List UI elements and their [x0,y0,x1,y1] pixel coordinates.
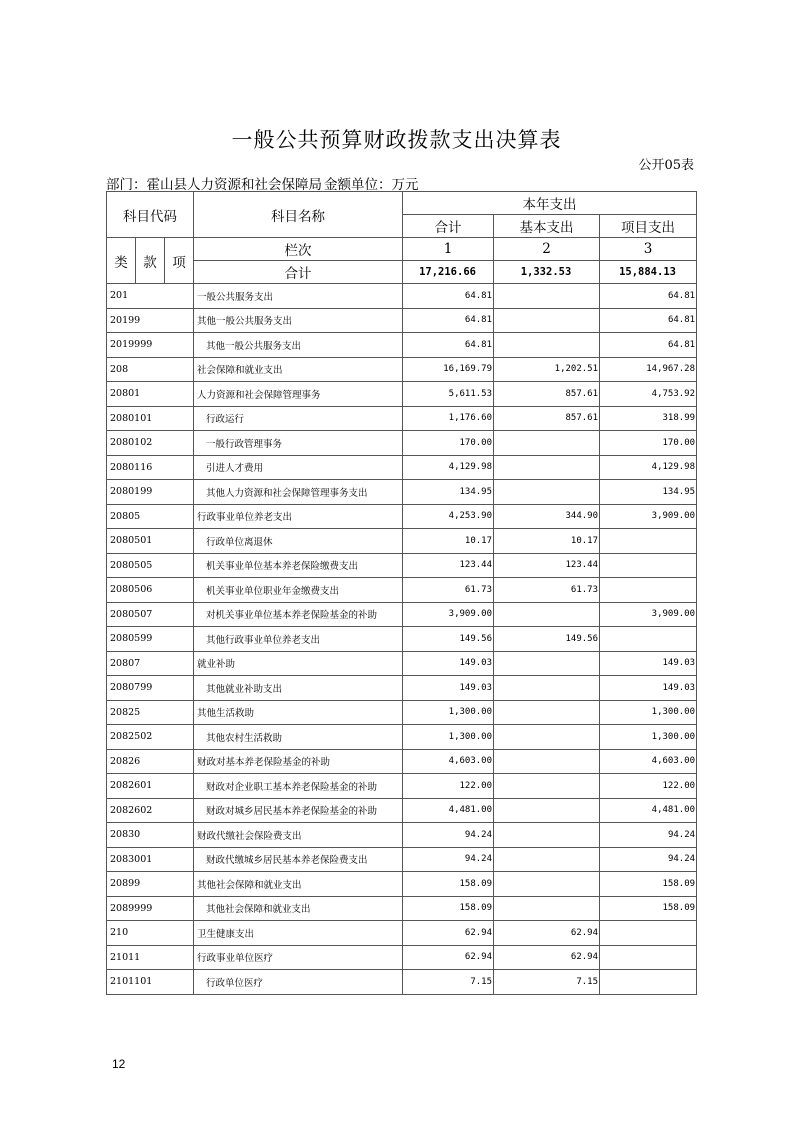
row-name: 行政事业单位养老支出 [194,504,403,529]
sum-basic: 1,332.53 [494,261,600,284]
row-basic [494,896,600,921]
row-code: 2019999 [107,333,194,358]
header-xiang: 项 [165,238,194,284]
row-name: 行政事业单位医疗 [194,945,403,970]
row-basic: 62.94 [494,921,600,946]
row-project: 1,300.00 [600,725,697,750]
row-name: 行政单位医疗 [194,970,403,995]
row-project: 4,129.98 [600,455,697,480]
table-row [107,578,697,603]
row-basic [494,676,600,701]
row-basic [494,774,600,799]
row-code: 20807 [107,651,194,676]
header-col1: 1 [403,238,494,261]
row-code: 20899 [107,872,194,897]
row-code: 2080116 [107,455,194,480]
row-code: 208 [107,357,194,382]
page-number: 12 [112,1057,126,1071]
row-basic: 149.56 [494,627,600,652]
row-code: 201 [107,284,194,309]
row-project: 4,603.00 [600,749,697,774]
row-name: 其他农村生活救助 [194,725,403,750]
table-row [107,308,697,333]
row-total: 1,176.60 [403,406,494,431]
row-total: 94.24 [403,847,494,872]
row-basic: 10.17 [494,529,600,554]
table-row [107,725,697,750]
row-total: 7.15 [403,970,494,995]
row-name: 人力资源和社会保障管理事务 [194,382,403,407]
row-basic [494,847,600,872]
row-code: 20826 [107,749,194,774]
row-total: 4,253.90 [403,504,494,529]
table-row [107,455,697,480]
table-row [107,823,697,848]
row-name: 对机关事业单位基本养老保险基金的补助 [194,602,403,627]
row-total: 62.94 [403,921,494,946]
row-code: 21011 [107,945,194,970]
row-total: 64.81 [403,308,494,333]
row-project: 64.81 [600,284,697,309]
row-basic: 857.61 [494,406,600,431]
row-name: 就业补助 [194,651,403,676]
table-row [107,921,697,946]
row-code: 2080101 [107,406,194,431]
row-basic [494,284,600,309]
row-basic: 344.90 [494,504,600,529]
row-name: 财政对基本养老保险基金的补助 [194,749,403,774]
row-basic: 7.15 [494,970,600,995]
table-row [107,945,697,970]
row-code: 2082601 [107,774,194,799]
row-code: 20830 [107,823,194,848]
row-project [600,529,697,554]
page-title: 一般公共预算财政拨款支出决算表 [231,128,562,152]
row-total: 61.73 [403,578,494,603]
row-basic: 61.73 [494,578,600,603]
row-basic [494,333,600,358]
row-total: 4,129.98 [403,455,494,480]
row-name: 行政单位离退休 [194,529,403,554]
unit-label: 金额单位：万元 [324,177,419,193]
row-name: 财政对城乡居民基本养老保险基金的补助 [194,798,403,823]
row-name: 财政代缴城乡居民基本养老保险费支出 [194,847,403,872]
row-project: 3,909.00 [600,504,697,529]
header-lanci: 栏次 [194,238,403,261]
table-row [107,872,697,897]
row-name: 行政运行 [194,406,403,431]
row-total: 5,611.53 [403,382,494,407]
row-name: 财政代缴社会保险费支出 [194,823,403,848]
row-code: 2080102 [107,431,194,456]
row-project: 94.24 [600,823,697,848]
row-total: 149.03 [403,651,494,676]
row-basic: 123.44 [494,553,600,578]
row-basic [494,725,600,750]
row-name: 财政对企业职工基本养老保险基金的补助 [194,774,403,799]
row-project: 94.24 [600,847,697,872]
row-code: 2080507 [107,602,194,627]
row-total: 64.81 [403,284,494,309]
row-total: 94.24 [403,823,494,848]
row-code: 20825 [107,700,194,725]
table-row [107,480,697,505]
row-total: 123.44 [403,553,494,578]
table-row [107,529,697,554]
row-project [600,553,697,578]
row-name: 其他一般公共服务支出 [194,308,403,333]
header-basic: 基本支出 [494,215,600,238]
row-total: 16,169.79 [403,357,494,382]
row-total: 62.94 [403,945,494,970]
table-row [107,700,697,725]
row-project: 64.81 [600,333,697,358]
row-basic: 62.94 [494,945,600,970]
row-code: 2089999 [107,896,194,921]
department-label: 部门：霍山县人力资源和社会保障局 [106,177,322,193]
table-row [107,357,697,382]
table-row [107,970,697,995]
row-name: 一般公共服务支出 [194,284,403,309]
row-name: 引进人才费用 [194,455,403,480]
row-project: 318.99 [600,406,697,431]
row-project: 122.00 [600,774,697,799]
row-project: 64.81 [600,308,697,333]
header-project: 项目支出 [600,215,697,238]
row-total: 3,909.00 [403,602,494,627]
department-line [106,173,421,193]
row-project [600,970,697,995]
row-project: 134.95 [600,480,697,505]
header-col3: 3 [600,238,697,261]
row-project: 1,300.00 [600,700,697,725]
row-total: 1,300.00 [403,725,494,750]
table-row [107,553,697,578]
row-name: 其他就业补助支出 [194,676,403,701]
table-row [107,504,697,529]
row-name: 一般行政管理事务 [194,431,403,456]
row-project: 14,967.28 [600,357,697,382]
row-code: 2101101 [107,970,194,995]
form-number: 公开05表 [638,158,694,173]
row-project: 4,481.00 [600,798,697,823]
table-row [107,749,697,774]
row-project: 158.09 [600,872,697,897]
table-row [107,896,697,921]
row-name: 机关事业单位职业年金缴费支出 [194,578,403,603]
table-row [107,798,697,823]
sum-total: 17,216.66 [403,261,494,284]
row-project: 149.03 [600,651,697,676]
header-year-spend: 本年支出 [403,192,697,215]
row-name: 其他行政事业单位养老支出 [194,627,403,652]
row-code: 2082502 [107,725,194,750]
row-basic [494,308,600,333]
row-basic [494,872,600,897]
row-total: 4,603.00 [403,749,494,774]
sum-project: 15,884.13 [600,261,697,284]
table-row [107,774,697,799]
row-code: 20805 [107,504,194,529]
row-basic [494,480,600,505]
row-name: 其他社会保障和就业支出 [194,872,403,897]
row-project: 3,909.00 [600,602,697,627]
table-row [107,431,697,456]
row-basic: 857.61 [494,382,600,407]
row-project [600,627,697,652]
table-row [107,333,697,358]
row-basic: 1,202.51 [494,357,600,382]
table-row [107,406,697,431]
row-name: 机关事业单位基本养老保险缴费支出 [194,553,403,578]
row-code: 2080199 [107,480,194,505]
row-name: 其他生活救助 [194,700,403,725]
row-total: 122.00 [403,774,494,799]
header-col2: 2 [494,238,600,261]
row-total: 4,481.00 [403,798,494,823]
row-code: 20801 [107,382,194,407]
row-basic [494,455,600,480]
row-total: 1,300.00 [403,700,494,725]
row-basic [494,651,600,676]
row-total: 158.09 [403,872,494,897]
row-total: 149.56 [403,627,494,652]
sum-label: 合计 [194,261,403,284]
row-total: 64.81 [403,333,494,358]
table-row [107,602,697,627]
row-basic [494,700,600,725]
header-total: 合计 [403,215,494,238]
row-project [600,578,697,603]
row-name: 其他一般公共服务支出 [194,333,403,358]
row-project: 149.03 [600,676,697,701]
row-project [600,945,697,970]
row-code: 20199 [107,308,194,333]
row-code: 2080506 [107,578,194,603]
row-name: 其他社会保障和就业支出 [194,896,403,921]
row-total: 170.00 [403,431,494,456]
row-total: 158.09 [403,896,494,921]
row-code: 2080501 [107,529,194,554]
row-code: 210 [107,921,194,946]
row-code: 2080599 [107,627,194,652]
expenditure-table [106,191,697,995]
table-row [107,627,697,652]
row-project: 4,753.92 [600,382,697,407]
header-name: 科目名称 [194,192,403,238]
row-total: 134.95 [403,480,494,505]
row-project: 170.00 [600,431,697,456]
table-row [107,847,697,872]
row-code: 2082602 [107,798,194,823]
table-row [107,676,697,701]
row-total: 149.03 [403,676,494,701]
row-project [600,921,697,946]
row-basic [494,602,600,627]
row-name: 社会保障和就业支出 [194,357,403,382]
table-row [107,382,697,407]
row-basic [494,749,600,774]
header-lei: 类 [107,238,136,284]
row-code: 2080505 [107,553,194,578]
row-project: 158.09 [600,896,697,921]
header-kuan: 款 [136,238,165,284]
row-code: 2080799 [107,676,194,701]
row-basic [494,431,600,456]
row-basic [494,798,600,823]
table-row [107,651,697,676]
header-code: 科目代码 [107,192,194,238]
row-basic [494,823,600,848]
row-code: 2083001 [107,847,194,872]
table-row [107,284,697,309]
row-total: 10.17 [403,529,494,554]
row-name: 其他人力资源和社会保障管理事务支出 [194,480,403,505]
row-name: 卫生健康支出 [194,921,403,946]
